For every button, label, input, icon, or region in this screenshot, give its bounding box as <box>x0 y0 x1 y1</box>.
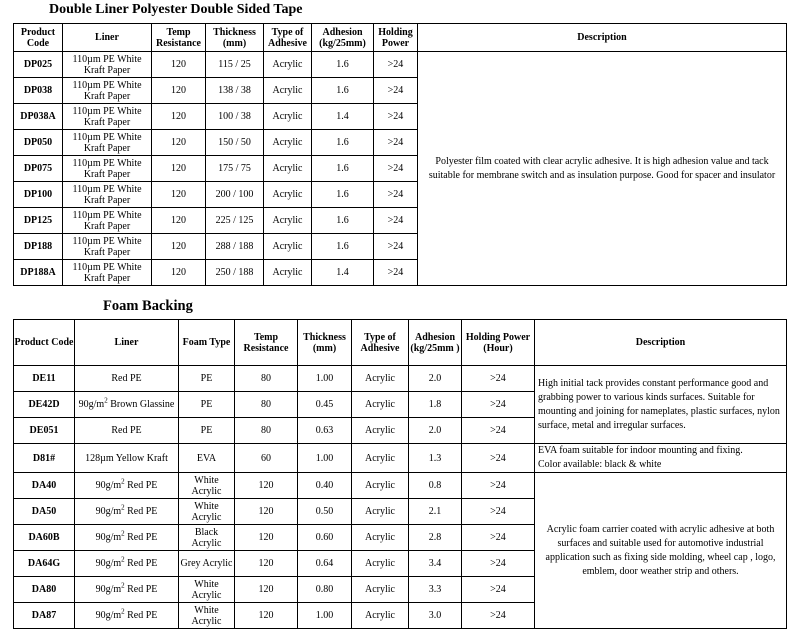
liner: Red PE <box>75 366 179 392</box>
col-header-foam: Foam Type <box>179 320 235 366</box>
temp-resistance: 120 <box>152 208 206 234</box>
temp-resistance: 120 <box>152 104 206 130</box>
description-acrylic: Acrylic foam carrier coated with acrylic adhesive at both surfaces and suitable used for automotive industrial application such as fixing side molding, wheel cap , logo, emblem, door weather strip and others. <box>535 473 787 629</box>
adhesion: 1.6 <box>312 156 374 182</box>
adhesion: 1.6 <box>312 182 374 208</box>
adhesion: 3.0 <box>409 603 462 629</box>
adhesion: 2.0 <box>409 418 462 444</box>
thickness: 0.60 <box>298 525 352 551</box>
holding-power: >24 <box>462 499 535 525</box>
liner: 110µm PE White Kraft Paper <box>63 130 152 156</box>
holding-power: >24 <box>462 473 535 499</box>
liner: $90g/m^2$ Brown Glassine <box>75 392 179 418</box>
product-code: DA87 <box>14 603 75 629</box>
table-row <box>14 52 787 78</box>
foam-type: Grey Acrylic <box>179 551 235 577</box>
adhesive-type: Acrylic <box>264 156 312 182</box>
liner: $90g/m^2$ Red PE <box>75 499 179 525</box>
col-header-code: Product Code <box>14 320 75 366</box>
description-pe: High initial tack provides constant performance good and grabbing power to various kinds surfaces. Suitable for mounting and joining for nameplates, plastic surfaces, nylon surface, metal and irregular surfaces. <box>535 366 787 444</box>
liner: $90g/m^2$ Red PE <box>75 577 179 603</box>
liner: $90g/m^2$ Red PE <box>75 525 179 551</box>
foam-type: White Acrylic <box>179 499 235 525</box>
foam-type: White Acrylic <box>179 603 235 629</box>
liner: 110µm PE White Kraft Paper <box>63 156 152 182</box>
temp-resistance: 120 <box>235 551 298 577</box>
thickness: 250 / 188 <box>206 260 264 286</box>
adhesion: 1.6 <box>312 52 374 78</box>
liner: Red PE <box>75 418 179 444</box>
thickness: 0.63 <box>298 418 352 444</box>
adhesion: 2.1 <box>409 499 462 525</box>
adhesion: 3.4 <box>409 551 462 577</box>
product-code: DA80 <box>14 577 75 603</box>
adhesion: 2.0 <box>409 366 462 392</box>
temp-resistance: 120 <box>235 473 298 499</box>
holding-power: >24 <box>462 525 535 551</box>
product-code: DE051 <box>14 418 75 444</box>
foam-backing-table <box>13 319 787 629</box>
col-header-liner: Liner <box>75 320 179 366</box>
adhesive-type: Acrylic <box>352 499 409 525</box>
thickness: 200 / 100 <box>206 182 264 208</box>
product-code: DP038A <box>14 104 63 130</box>
adhesion: 0.8 <box>409 473 462 499</box>
table-row <box>14 366 787 392</box>
liner: $90g/m^2$ Red PE <box>75 473 179 499</box>
temp-resistance: 120 <box>235 603 298 629</box>
col-header-temp: Temp Resistance <box>235 320 298 366</box>
adhesive-type: Acrylic <box>352 473 409 499</box>
foam-type: White Acrylic <box>179 577 235 603</box>
foam-type: PE <box>179 392 235 418</box>
thickness: 0.40 <box>298 473 352 499</box>
section1-title: Double Liner Polyester Double Sided Tape <box>49 2 303 17</box>
foam-type: EVA <box>179 444 235 473</box>
thickness: 0.45 <box>298 392 352 418</box>
holding-power: >24 <box>374 182 418 208</box>
product-code: DP075 <box>14 156 63 182</box>
col-header-code: Product Code <box>14 24 63 52</box>
holding-power: >24 <box>462 577 535 603</box>
liner: 110µm PE White Kraft Paper <box>63 52 152 78</box>
col-header-type: Type of Adhesive <box>264 24 312 52</box>
table-header-row <box>14 320 787 366</box>
liner: 110µm PE White Kraft Paper <box>63 104 152 130</box>
table-header-row <box>14 24 787 52</box>
product-code: DA64G <box>14 551 75 577</box>
col-header-description: Description <box>535 320 787 366</box>
adhesion: 1.4 <box>312 260 374 286</box>
foam-type: Black Acrylic <box>179 525 235 551</box>
col-header-liner: Liner <box>63 24 152 52</box>
adhesive-type: Acrylic <box>264 52 312 78</box>
temp-resistance: 120 <box>235 525 298 551</box>
holding-power: >24 <box>462 603 535 629</box>
holding-power: >24 <box>462 551 535 577</box>
thickness: 150 / 50 <box>206 130 264 156</box>
product-code: D81# <box>14 444 75 473</box>
holding-power: >24 <box>462 418 535 444</box>
thickness: 1.00 <box>298 366 352 392</box>
temp-resistance: 60 <box>235 444 298 473</box>
description-eva <box>535 444 787 473</box>
adhesive-type: Acrylic <box>264 260 312 286</box>
col-header-adhesion: Adhesion (kg/25mm) <box>312 24 374 52</box>
product-code: DA50 <box>14 499 75 525</box>
col-header-description: Description <box>418 24 787 52</box>
adhesive-type: Acrylic <box>352 444 409 473</box>
adhesive-type: Acrylic <box>352 603 409 629</box>
holding-power: >24 <box>374 130 418 156</box>
adhesive-type: Acrylic <box>352 577 409 603</box>
liner: 110µm PE White Kraft Paper <box>63 78 152 104</box>
temp-resistance: 120 <box>152 78 206 104</box>
adhesion: 1.6 <box>312 234 374 260</box>
adhesive-type: Acrylic <box>352 366 409 392</box>
adhesion: 1.4 <box>312 104 374 130</box>
thickness: 1.00 <box>298 603 352 629</box>
temp-resistance: 80 <box>235 392 298 418</box>
liner: 128µm Yellow Kraft <box>75 444 179 473</box>
holding-power: >24 <box>462 392 535 418</box>
product-code: DP188 <box>14 234 63 260</box>
liner: $90g/m^2$ Red PE <box>75 551 179 577</box>
liner: 110µm PE White Kraft Paper <box>63 208 152 234</box>
polyester-tape-table <box>13 23 787 286</box>
adhesive-type: Acrylic <box>264 234 312 260</box>
col-header-temp: Temp Resistance <box>152 24 206 52</box>
thickness: 225 / 125 <box>206 208 264 234</box>
temp-resistance: 80 <box>235 418 298 444</box>
col-header-thickness: Thickness (mm) <box>206 24 264 52</box>
col-header-type: Type of Adhesive <box>352 320 409 366</box>
col-header-thickness: Thickness (mm) <box>298 320 352 366</box>
temp-resistance: 120 <box>152 156 206 182</box>
holding-power: >24 <box>462 366 535 392</box>
col-header-holding: Holding Power <box>374 24 418 52</box>
product-code: DP188A <box>14 260 63 286</box>
liner: $90g/m^2$ Red PE <box>75 603 179 629</box>
temp-resistance: 120 <box>152 130 206 156</box>
thickness: 288 / 188 <box>206 234 264 260</box>
thickness: 115 / 25 <box>206 52 264 78</box>
col-header-holding: Holding Power (Hour) <box>462 320 535 366</box>
thickness: 0.50 <box>298 499 352 525</box>
thickness: 0.80 <box>298 577 352 603</box>
temp-resistance: 120 <box>152 182 206 208</box>
section2-title: Foam Backing <box>103 298 193 314</box>
thickness: 100 / 38 <box>206 104 264 130</box>
product-code: DP038 <box>14 78 63 104</box>
table-row <box>14 444 787 473</box>
holding-power: >24 <box>374 78 418 104</box>
product-code: DP050 <box>14 130 63 156</box>
holding-power: >24 <box>462 444 535 473</box>
temp-resistance: 120 <box>235 577 298 603</box>
adhesion: 2.8 <box>409 525 462 551</box>
product-code: DP025 <box>14 52 63 78</box>
adhesive-type: Acrylic <box>352 551 409 577</box>
col-header-adhesion: Adhesion (kg/25mm ) <box>409 320 462 366</box>
liner: 110µm PE White Kraft Paper <box>63 234 152 260</box>
adhesive-type: Acrylic <box>264 78 312 104</box>
adhesive-type: Acrylic <box>264 130 312 156</box>
foam-type: White Acrylic <box>179 473 235 499</box>
temp-resistance: 120 <box>152 260 206 286</box>
product-code: DP125 <box>14 208 63 234</box>
temp-resistance: 120 <box>152 52 206 78</box>
adhesion: 3.3 <box>409 577 462 603</box>
adhesion: 1.3 <box>409 444 462 473</box>
description-eva-line1: EVA foam suitable for indoor mounting and fixing. <box>538 445 743 456</box>
adhesion: 1.8 <box>409 392 462 418</box>
liner: 110µm PE White Kraft Paper <box>63 260 152 286</box>
product-code: DA60B <box>14 525 75 551</box>
holding-power: >24 <box>374 208 418 234</box>
product-code: DE11 <box>14 366 75 392</box>
adhesive-type: Acrylic <box>352 392 409 418</box>
adhesive-type: Acrylic <box>352 525 409 551</box>
adhesion: 1.6 <box>312 208 374 234</box>
holding-power: >24 <box>374 260 418 286</box>
holding-power: >24 <box>374 52 418 78</box>
table-row <box>14 473 787 499</box>
holding-power: >24 <box>374 156 418 182</box>
thickness: 1.00 <box>298 444 352 473</box>
description: Polyester film coated with clear acrylic adhesive. It is high adhesion value and tack suitable for membrane switch and as insulation purpose. Good for spacer and insulator <box>418 52 787 286</box>
holding-power: >24 <box>374 234 418 260</box>
thickness: 0.64 <box>298 551 352 577</box>
product-code: DE42D <box>14 392 75 418</box>
product-code: DP100 <box>14 182 63 208</box>
temp-resistance: 80 <box>235 366 298 392</box>
adhesive-type: Acrylic <box>264 104 312 130</box>
adhesive-type: Acrylic <box>352 418 409 444</box>
foam-type: PE <box>179 366 235 392</box>
holding-power: >24 <box>374 104 418 130</box>
description-eva-line2: Color available: black & white <box>538 459 662 470</box>
product-code: DA40 <box>14 473 75 499</box>
thickness: 175 / 75 <box>206 156 264 182</box>
adhesive-type: Acrylic <box>264 208 312 234</box>
foam-type: PE <box>179 418 235 444</box>
adhesion: 1.6 <box>312 78 374 104</box>
adhesive-type: Acrylic <box>264 182 312 208</box>
temp-resistance: 120 <box>235 499 298 525</box>
adhesion: 1.6 <box>312 130 374 156</box>
thickness: 138 / 38 <box>206 78 264 104</box>
temp-resistance: 120 <box>152 234 206 260</box>
liner: 110µm PE White Kraft Paper <box>63 182 152 208</box>
